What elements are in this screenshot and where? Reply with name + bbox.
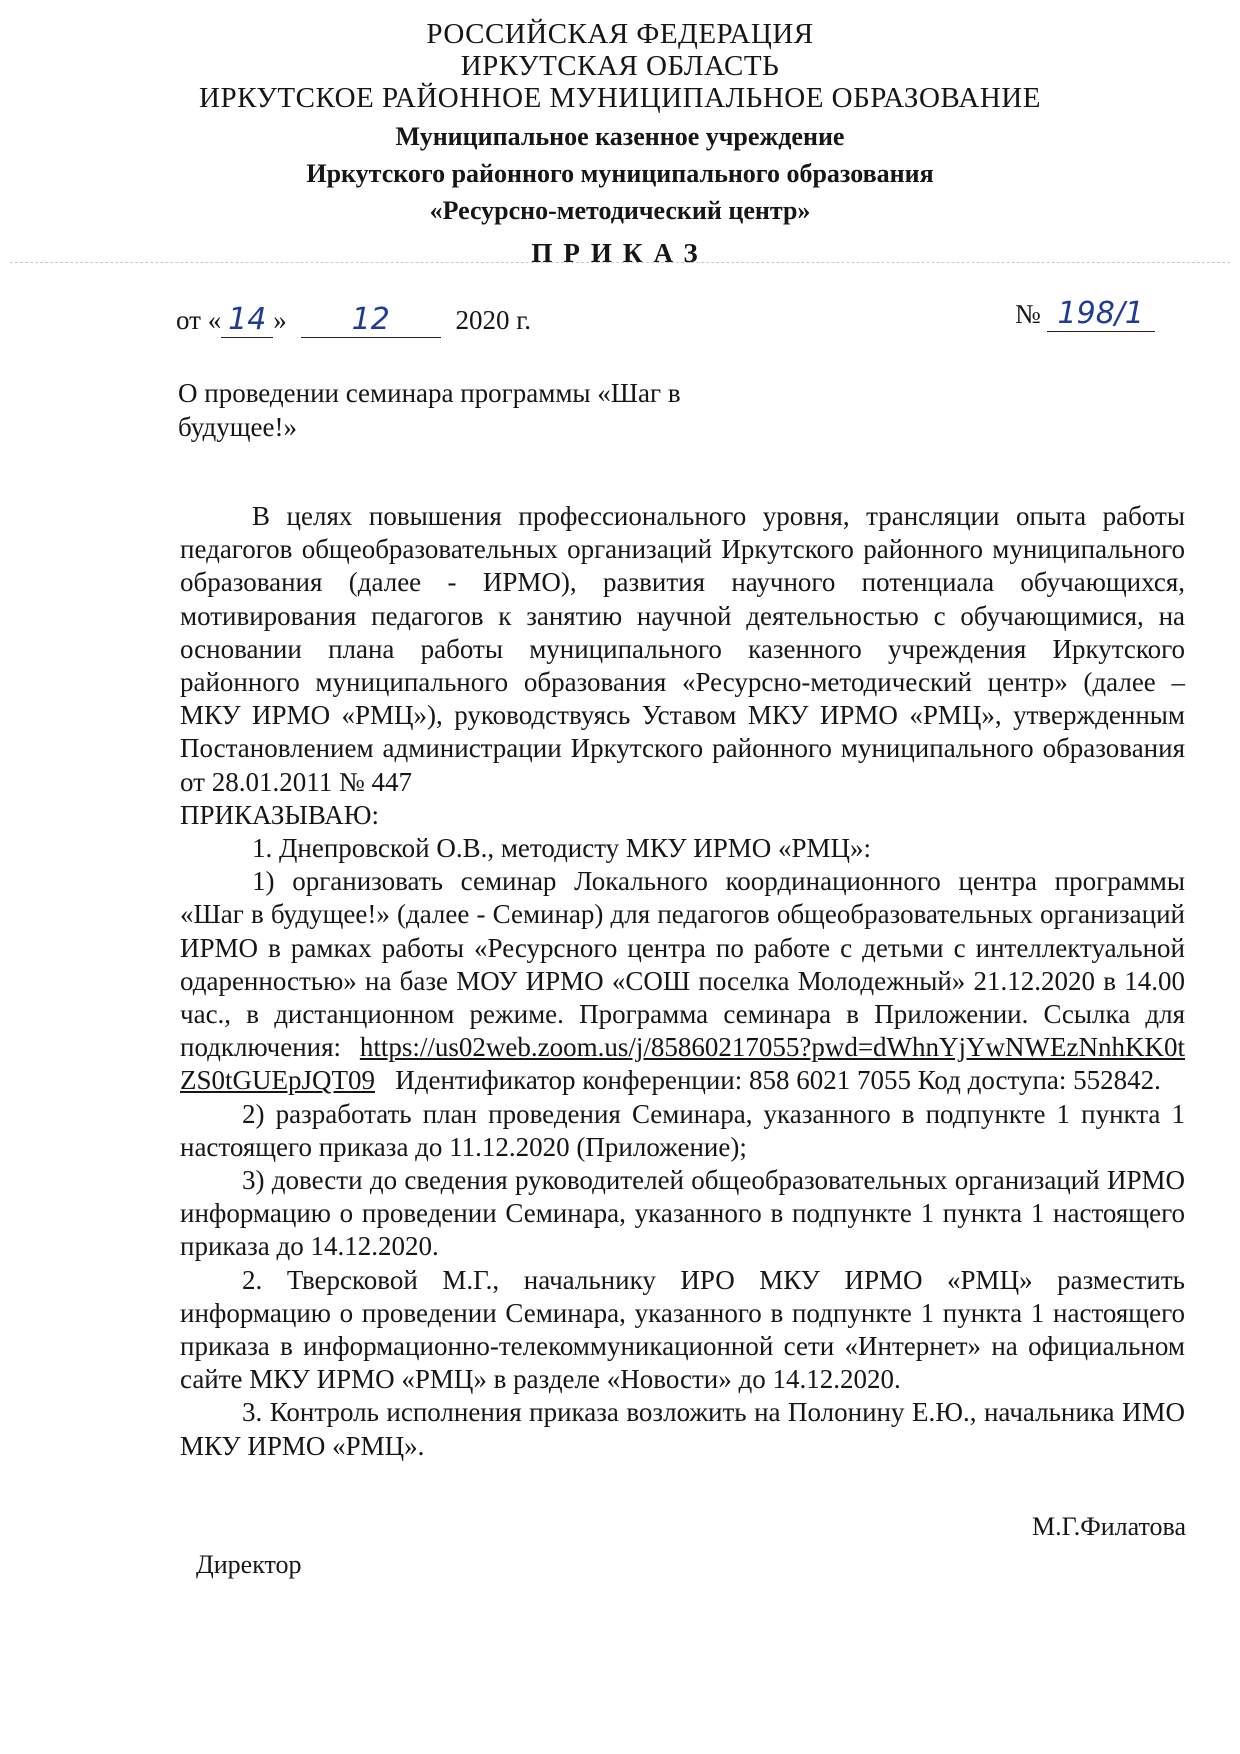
header-municipality: ИРКУТСКОЕ РАЙОННОЕ МУНИЦИПАЛЬНОЕ ОБРАЗОВАНИЕ bbox=[199, 82, 1041, 114]
date-month: 12 bbox=[351, 302, 390, 337]
signature-name: М.Г.Филатова bbox=[1032, 1512, 1187, 1541]
preamble: В целях повышения профессионального уровня, трансляции опыта работы педагогов общеобразовательных организаций Иркутского районного муниципального образования (далее - ИРМО), развития научного потенциала обучающихся, мотивирования педагогов к занятию научной деятельностью с обучающимися, на основании плана работы муниципального казенного учреждения Иркутского районного муниципального образования «Ресурсно-методический центр» (далее – МКУ ИРМО «РМЦ»), руководствуясь Уставом МКУ ИРМО «РМЦ», утвержденным Постановлением администрации Иркутского районного муниципального образования от 28.01.2011 № 447 bbox=[180, 501, 1185, 797]
item-1-subitem-1 bbox=[180, 865, 1185, 1097]
item-1: 1. Днепровской О.В., методисту МКУ ИРМО «РМЦ»: bbox=[252, 833, 872, 864]
date-prefix: от « bbox=[176, 305, 222, 335]
signature-position: Директор bbox=[196, 1550, 302, 1579]
conference-info: Идентификатор конференции: 858 6021 7055 Код доступа: 552842. bbox=[395, 1065, 1161, 1096]
header-institution-type: Муниципальное казенное учреждение bbox=[395, 122, 845, 151]
order-word: ПРИКАЗЫВАЮ: bbox=[180, 799, 379, 830]
item-1-subitem-1-text: 1) организовать семинар Локального координационного центра программы «Шаг в будущее!» (далее - Семинар) для педагогов общеобразовательных организаций ИРМО в рамках работы «Ресурсного центра по работе с детьми с интеллектуальной одаренностью» на базе МОУ ИРМО «СОШ поселка Молодежный» 21.12.2020 в 14.00 час., в дистанционном режиме. Программа семинара в Приложении. Ссылка для подключения: bbox=[180, 866, 1185, 1063]
order-body bbox=[180, 500, 1185, 1463]
number-label: № bbox=[1015, 299, 1041, 329]
header-region: ИРКУТСКАЯ ОБЛАСТЬ bbox=[460, 50, 780, 82]
zoom-link[interactable]: https://us02web.zoom.us/j/85860217055?pwd=dWhnYjYwNWEzNnhKK0tZS0tGUEpJQT09 bbox=[180, 1032, 1185, 1096]
order-subject: О проведении семинара программы «Шаг в будущее!» bbox=[178, 378, 681, 442]
header-institution-name: «Ресурсно-методический центр» bbox=[429, 196, 811, 225]
document-header bbox=[0, 18, 1240, 229]
header-institution-owner: Иркутского районного муниципального образования bbox=[306, 159, 934, 188]
date-mid: » bbox=[273, 305, 287, 335]
order-date bbox=[176, 302, 531, 338]
order-number bbox=[1015, 296, 1155, 332]
number-value: 198/1 bbox=[1057, 296, 1144, 331]
item-1-subitem-3: 3) довести до сведения руководителей общеобразовательных организаций ИРМО информацию о проведении Семинара, указанного в подпункте 1 пункта 1 настоящего приказа до 14.12.2020. bbox=[180, 1165, 1185, 1262]
item-3: 3. Контроль исполнения приказа возложить на Полонину Е.Ю., начальника ИМО МКУ ИРМО «РМЦ». bbox=[180, 1397, 1185, 1461]
item-2: 2. Тверсковой М.Г., начальнику ИРО МКУ ИРМО «РМЦ» разместить информацию о проведении Семинара, указанного в подпункте 1 пункта 1 настоящего приказа в информационно-телекоммуникационной сети «Интернет» на официальном сайте МКУ ИРМО «РМЦ» в разделе «Новости» до 14.12.2020. bbox=[180, 1264, 1185, 1395]
header-country: РОССИЙСКАЯ ФЕДЕРАЦИЯ bbox=[426, 18, 814, 50]
date-day: 14 bbox=[228, 302, 267, 337]
date-month-field bbox=[301, 302, 441, 338]
number-field bbox=[1047, 296, 1155, 332]
document-title: ПРИКАЗ bbox=[531, 238, 709, 268]
date-year: 2020 г. bbox=[455, 305, 531, 335]
item-1-subitem-2: 2) разработать план проведения Семинара, указанного в подпункте 1 пункта 1 настоящего приказа до 11.12.2020 (Приложение); bbox=[180, 1098, 1185, 1162]
date-day-field bbox=[221, 302, 273, 338]
